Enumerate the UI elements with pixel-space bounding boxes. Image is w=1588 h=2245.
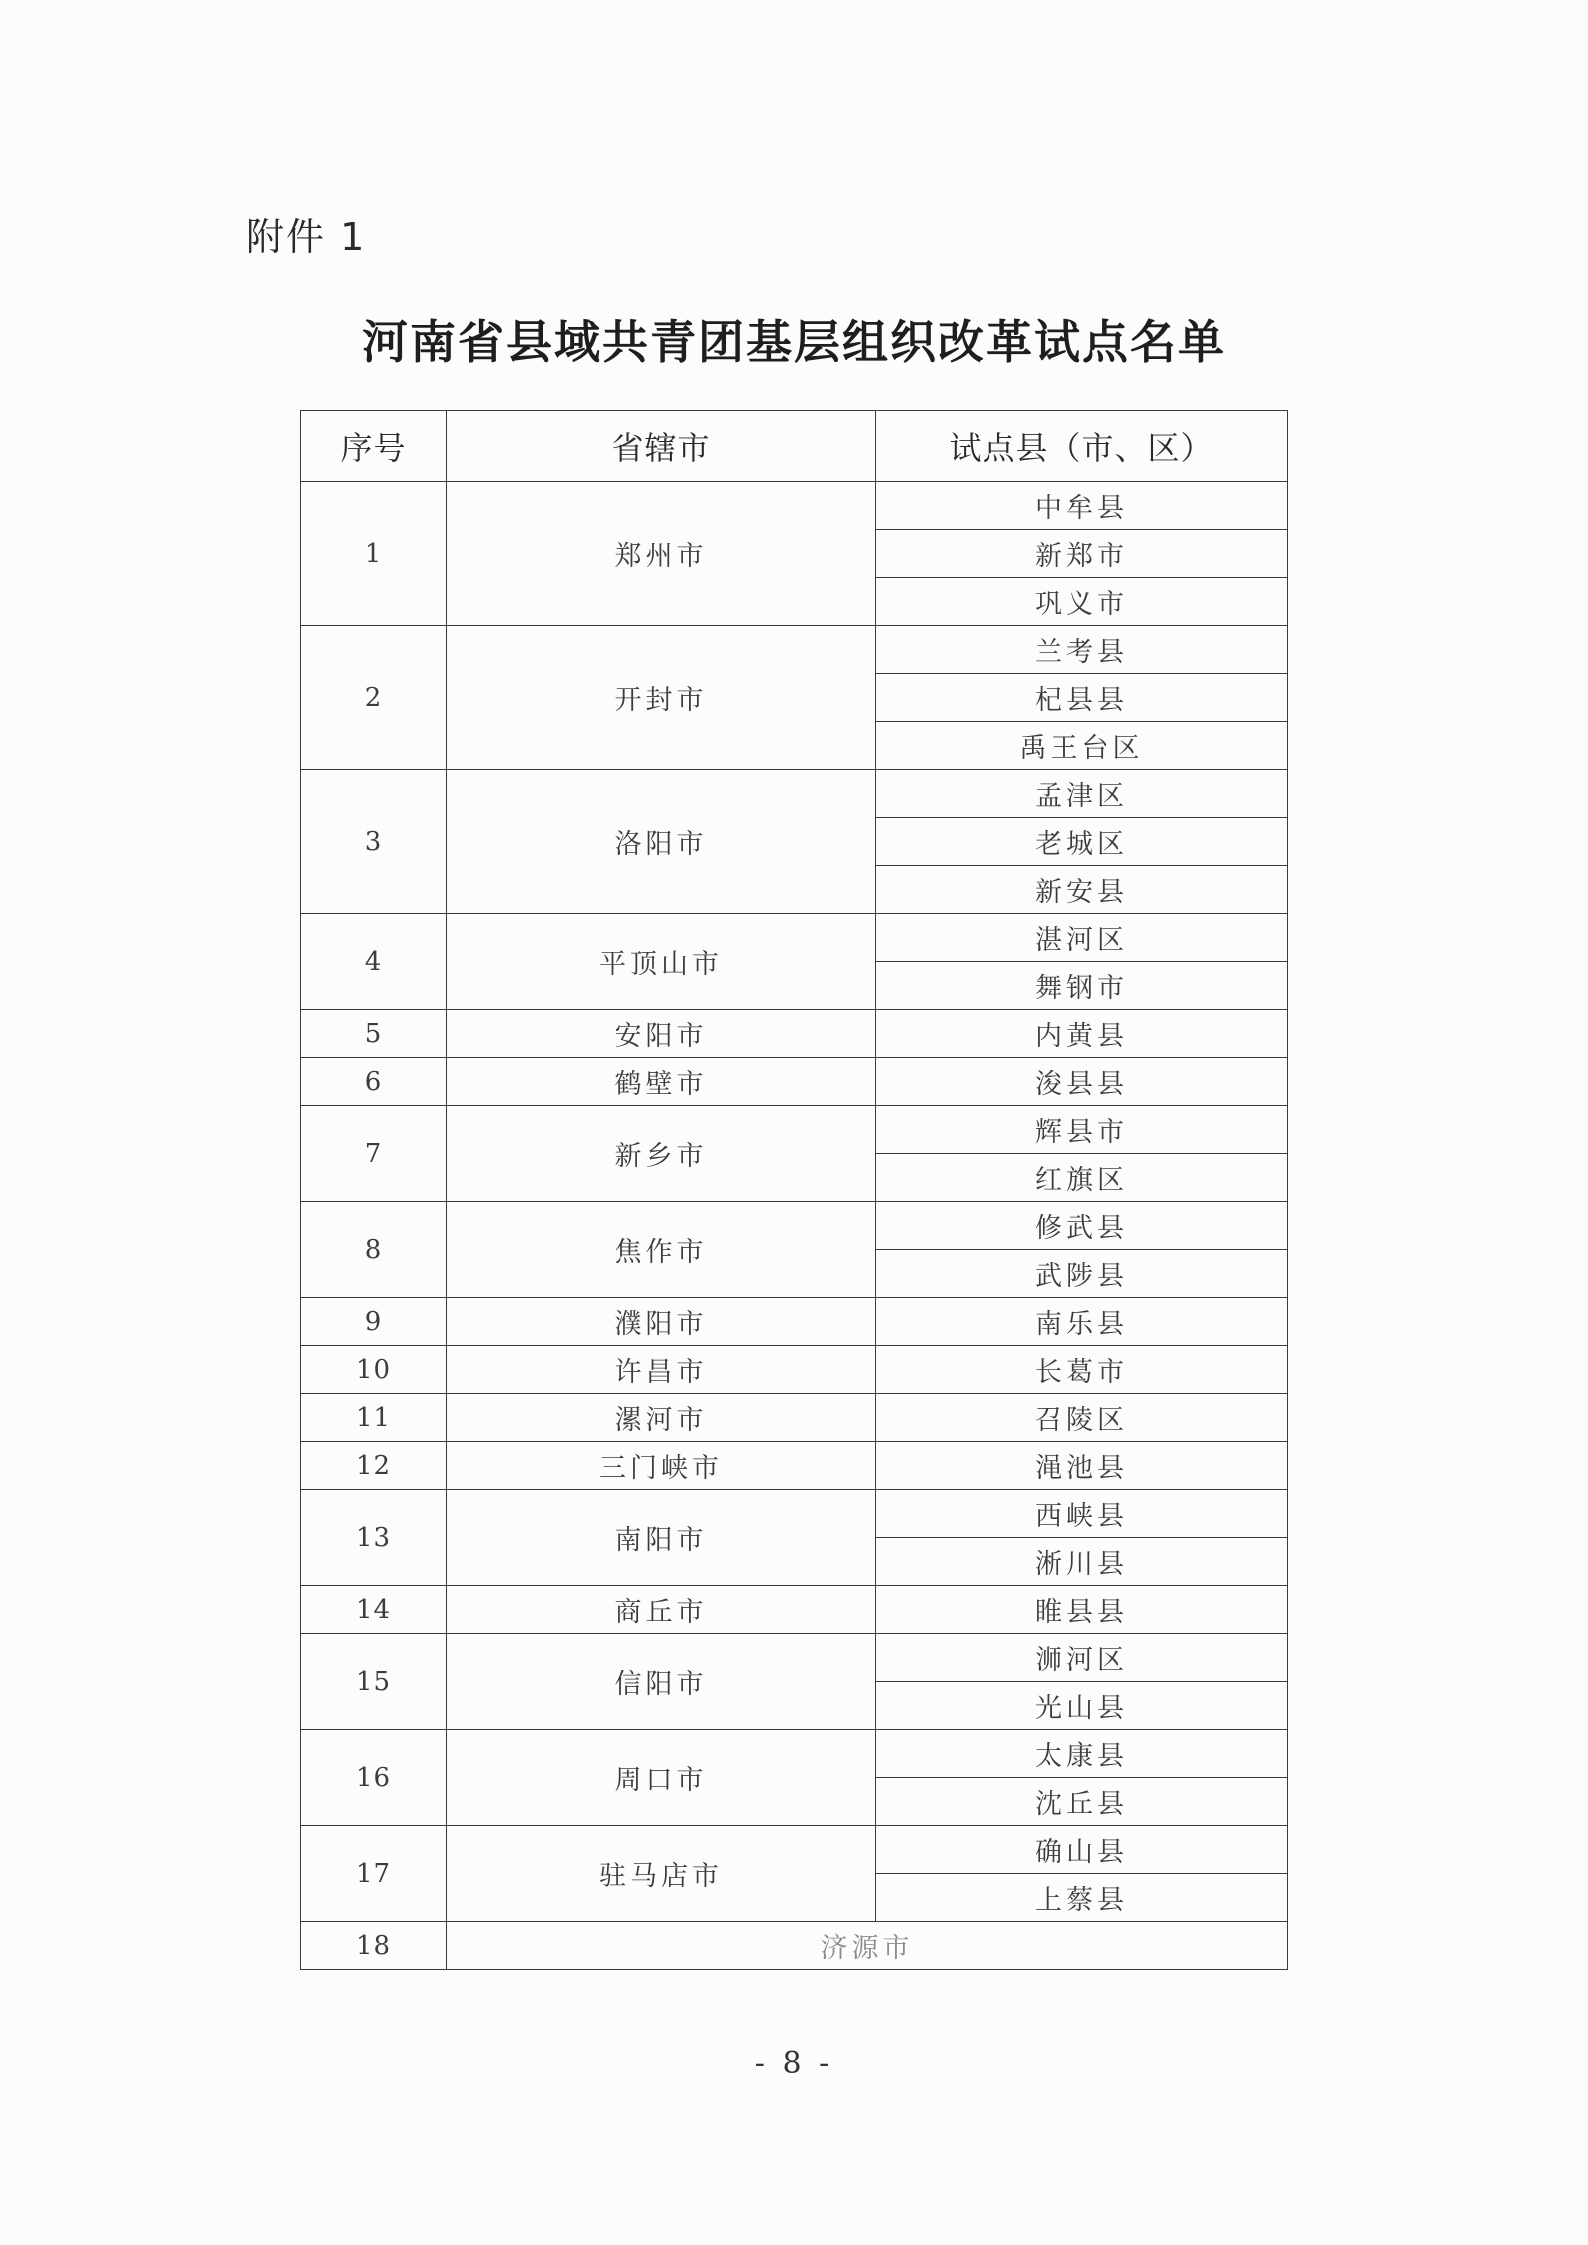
pilot-county-cell: 孟津区 bbox=[876, 770, 1288, 818]
table-row bbox=[301, 1058, 1288, 1106]
header-row bbox=[301, 411, 1288, 482]
pilot-county-cell: 确山县 bbox=[876, 1826, 1288, 1874]
table-header bbox=[301, 411, 1288, 482]
city-cell: 许昌市 bbox=[447, 1346, 876, 1394]
city-cell: 周口市 bbox=[447, 1730, 876, 1826]
table-row bbox=[301, 482, 1288, 530]
attachment-label: 附件 1 bbox=[246, 215, 367, 259]
city-cell: 新乡市 bbox=[447, 1106, 876, 1202]
pilot-county-cell: 内黄县 bbox=[876, 1010, 1288, 1058]
pilot-county-cell: 辉县市 bbox=[876, 1106, 1288, 1154]
city-cell: 焦作市 bbox=[447, 1202, 876, 1298]
pilot-list-table bbox=[300, 410, 1288, 1970]
serial-number-cell: 6 bbox=[301, 1058, 447, 1106]
header-pilot-counties: 试点县（市、区） bbox=[876, 411, 1288, 482]
table-row bbox=[301, 1730, 1288, 1778]
table-row bbox=[301, 1586, 1288, 1634]
city-cell: 商丘市 bbox=[447, 1586, 876, 1634]
pilot-county-cell: 光山县 bbox=[876, 1682, 1288, 1730]
serial-number-cell: 3 bbox=[301, 770, 447, 914]
pilot-county-cell: 西峡县 bbox=[876, 1490, 1288, 1538]
table-row bbox=[301, 1202, 1288, 1250]
pilot-county-cell: 红旗区 bbox=[876, 1154, 1288, 1202]
city-cell: 驻马店市 bbox=[447, 1826, 876, 1922]
document-title: 河南省县域共青团基层组织改革试点名单 bbox=[362, 315, 1226, 369]
pilot-county-cell: 巩义市 bbox=[876, 578, 1288, 626]
city-cell: 平顶山市 bbox=[447, 914, 876, 1010]
pilot-county-cell: 淅川县 bbox=[876, 1538, 1288, 1586]
table-row bbox=[301, 1106, 1288, 1154]
serial-number-cell: 17 bbox=[301, 1826, 447, 1922]
city-cell: 洛阳市 bbox=[447, 770, 876, 914]
serial-number-cell: 12 bbox=[301, 1442, 447, 1490]
serial-number-cell: 14 bbox=[301, 1586, 447, 1634]
city-cell: 漯河市 bbox=[447, 1394, 876, 1442]
serial-number-cell: 13 bbox=[301, 1490, 447, 1586]
table-row bbox=[301, 1442, 1288, 1490]
pilot-county-cell: 舞钢市 bbox=[876, 962, 1288, 1010]
pilot-county-cell: 渑池县 bbox=[876, 1442, 1288, 1490]
pilot-county-cell: 杞县县 bbox=[876, 674, 1288, 722]
city-cell: 三门峡市 bbox=[447, 1442, 876, 1490]
city-cell: 信阳市 bbox=[447, 1634, 876, 1730]
table-row bbox=[301, 1394, 1288, 1442]
table-row bbox=[301, 1634, 1288, 1682]
serial-number-cell: 8 bbox=[301, 1202, 447, 1298]
serial-number-cell: 4 bbox=[301, 914, 447, 1010]
pilot-county-cell: 禹王台区 bbox=[876, 722, 1288, 770]
city-cell: 鹤壁市 bbox=[447, 1058, 876, 1106]
serial-number-cell: 10 bbox=[301, 1346, 447, 1394]
table-row bbox=[301, 770, 1288, 818]
pilot-county-cell: 中牟县 bbox=[876, 482, 1288, 530]
serial-number-cell: 16 bbox=[301, 1730, 447, 1826]
serial-number-cell: 18 bbox=[301, 1922, 447, 1970]
serial-number-cell: 5 bbox=[301, 1010, 447, 1058]
header-serial-number: 序号 bbox=[301, 411, 447, 482]
pilot-county-cell: 太康县 bbox=[876, 1730, 1288, 1778]
serial-number-cell: 9 bbox=[301, 1298, 447, 1346]
serial-number-cell: 1 bbox=[301, 482, 447, 626]
serial-number-cell: 11 bbox=[301, 1394, 447, 1442]
table-row bbox=[301, 1490, 1288, 1538]
page-number: - 8 - bbox=[754, 2046, 834, 2081]
city-cell: 开封市 bbox=[447, 626, 876, 770]
pilot-county-cell: 南乐县 bbox=[876, 1298, 1288, 1346]
pilot-county-cell: 浉河区 bbox=[876, 1634, 1288, 1682]
serial-number-cell: 2 bbox=[301, 626, 447, 770]
city-cell: 安阳市 bbox=[447, 1010, 876, 1058]
table-row bbox=[301, 1010, 1288, 1058]
table-row bbox=[301, 626, 1288, 674]
table-body bbox=[301, 482, 1288, 1970]
pilot-county-cell: 老城区 bbox=[876, 818, 1288, 866]
table-row bbox=[301, 1826, 1288, 1874]
city-cell: 郑州市 bbox=[447, 482, 876, 626]
serial-number-cell: 7 bbox=[301, 1106, 447, 1202]
pilot-county-cell: 兰考县 bbox=[876, 626, 1288, 674]
header-city: 省辖市 bbox=[447, 411, 876, 482]
pilot-county-cell: 浚县县 bbox=[876, 1058, 1288, 1106]
pilot-county-cell: 召陵区 bbox=[876, 1394, 1288, 1442]
pilot-county-cell: 湛河区 bbox=[876, 914, 1288, 962]
pilot-county-cell: 沈丘县 bbox=[876, 1778, 1288, 1826]
pilot-county-cell: 新郑市 bbox=[876, 530, 1288, 578]
city-cell: 南阳市 bbox=[447, 1490, 876, 1586]
pilot-county-cell: 新安县 bbox=[876, 866, 1288, 914]
table-row bbox=[301, 1922, 1288, 1970]
city-cell: 濮阳市 bbox=[447, 1298, 876, 1346]
pilot-county-cell: 修武县 bbox=[876, 1202, 1288, 1250]
serial-number-cell: 15 bbox=[301, 1634, 447, 1730]
pilot-county-cell: 武陟县 bbox=[876, 1250, 1288, 1298]
city-cell: 济源市 bbox=[447, 1922, 1288, 1970]
pilot-county-cell: 睢县县 bbox=[876, 1586, 1288, 1634]
pilot-county-cell: 长葛市 bbox=[876, 1346, 1288, 1394]
table-row bbox=[301, 1346, 1288, 1394]
table-row bbox=[301, 1298, 1288, 1346]
table-row bbox=[301, 914, 1288, 962]
pilot-county-cell: 上蔡县 bbox=[876, 1874, 1288, 1922]
